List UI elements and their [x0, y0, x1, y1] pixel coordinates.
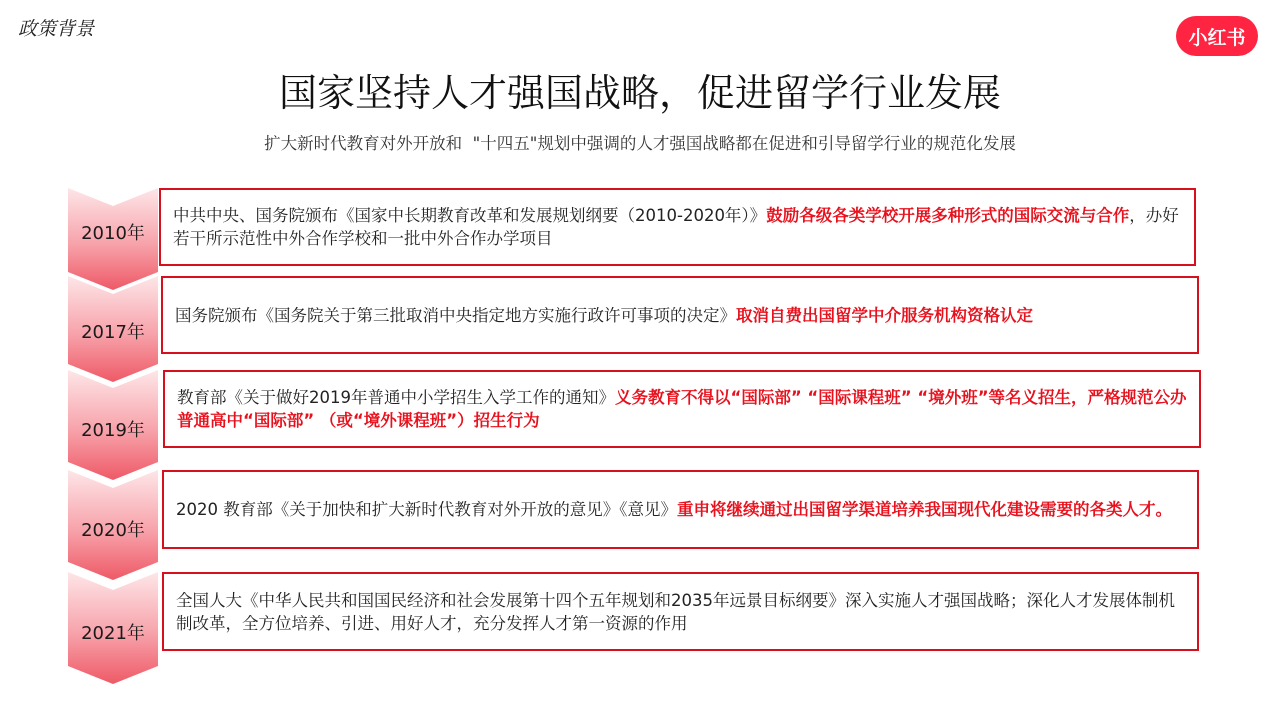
event-highlight: 取消自费出国留学中介服务机构资格认定	[736, 305, 1033, 325]
timeline-year-2019: 2019年	[81, 420, 145, 441]
event-body: 国务院颁布《国务院关于第三批取消中央指定地方实施行政许可事项的决定》	[175, 305, 736, 325]
timeline-year-2021: 2021年	[81, 623, 145, 644]
event-text-2021	[176, 589, 1187, 635]
timeline-year-2020: 2020年	[81, 520, 145, 541]
timeline-event-2020	[162, 470, 1199, 549]
event-body: 2020 教育部《关于加快和扩大新时代教育对外开放的意见》《意见》	[176, 500, 677, 519]
timeline-year-2017: 2017年	[81, 322, 145, 343]
timeline-event-2019	[163, 370, 1201, 448]
timeline-event-2021	[162, 572, 1199, 651]
event-text-2017	[175, 304, 1033, 327]
xiaohongshu-logo: 小红书	[1176, 16, 1258, 56]
event-text-2019	[177, 386, 1189, 432]
section-tag: 政策背景	[18, 18, 95, 40]
event-highlight: 鼓励各级各类学校开展多种形式的国际交流与合作	[766, 206, 1130, 225]
event-highlight: 重申将继续通过出国留学渠道培养我国现代化建设需要的各类人才。	[677, 500, 1172, 519]
event-body: 教育部《关于做好2019年普通中小学招生入学工作的通知》	[177, 388, 615, 407]
event-body: 全国人大《中华人民共和国国民经济和社会发展第十四个五年规划和2035年远景目标纲要》深入实施人才强国战略；深化人才发展体制机制改革，全方位培养、引进、用好人才，充分发挥人才第一资源的作用	[176, 590, 1175, 633]
timeline-event-2017	[161, 276, 1199, 354]
event-highlight: 义务教育不得以“国际部” “国际课程班” “境外班”等名义招生，严格规范公办普通高中“国际部” （或“境外课程班”）招生行为	[177, 388, 1187, 430]
event-body-after: ，办好若干所示范性中外合作学校和一批中外合作办学项目	[173, 206, 1179, 248]
page-title: 国家坚持人才强国战略，促进留学行业发展	[278, 71, 1001, 115]
page-subtitle: 扩大新时代教育对外开放和 "十四五"规划中强调的人才强国战略都在促进和引导留学行业的规范化发展	[264, 134, 1016, 153]
event-body: 中共中央、国务院颁布《国家中长期教育改革和发展规划纲要（2010-2020年）》	[173, 206, 767, 225]
event-text-2010	[173, 204, 1184, 250]
timeline-event-2010	[159, 188, 1196, 266]
event-text-2020	[176, 498, 1172, 521]
timeline-year-2010: 2010年	[81, 223, 145, 244]
